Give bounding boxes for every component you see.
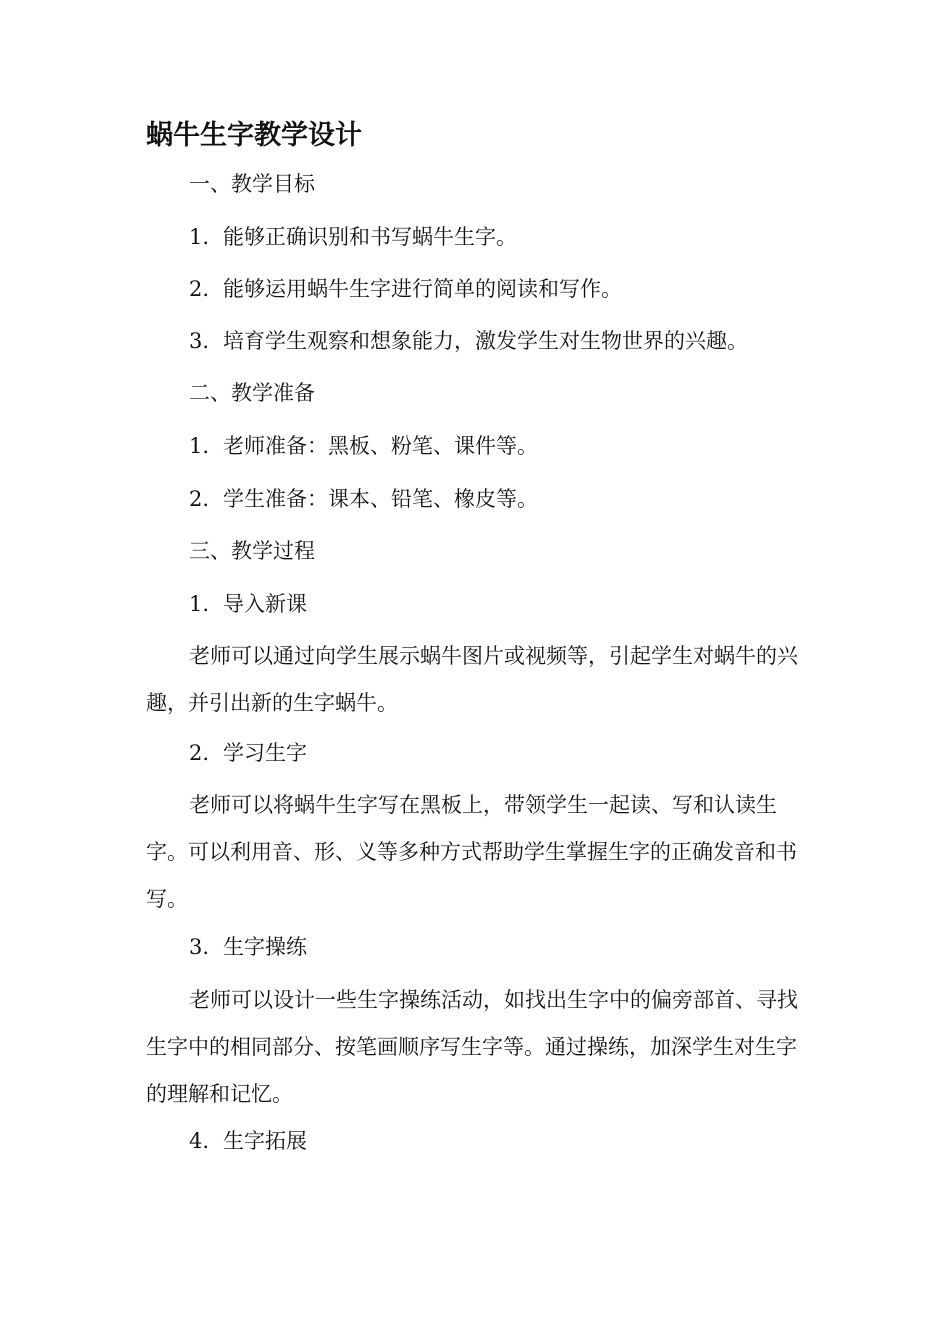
item-text: 能够运用蜗牛生字进行简单的阅读和写作。	[223, 277, 622, 301]
step-number: 2.	[189, 741, 210, 765]
objective-item	[189, 274, 622, 304]
step-label: 生字操练	[223, 935, 307, 959]
item-number: 3.	[189, 329, 210, 353]
step-label: 导入新课	[223, 592, 307, 616]
section-heading-objectives: 一、教学目标	[189, 172, 315, 196]
document-title: 蜗牛生字教学设计	[146, 120, 362, 151]
item-text: 培育学生观察和想象能力，激发学生对生物世界的兴趣。	[223, 329, 748, 353]
item-number: 1.	[189, 434, 210, 458]
process-step-paragraph: 老师可以通过向学生展示蜗牛图片或视频等，引起学生对蜗牛的兴趣，并引出新的生字蜗牛。	[146, 644, 798, 715]
item-number: 2.	[189, 277, 210, 301]
process-step-heading	[189, 932, 307, 962]
process-step-heading	[189, 1126, 307, 1156]
process-step-paragraph: 老师可以将蜗牛生字写在黑板上，带领学生一起读、写和认读生字。可以利用音、形、义等多种方式帮助学生掌握生字的正确发音和书写。	[146, 793, 797, 911]
preparation-item	[189, 484, 538, 514]
item-text: 能够正确识别和书写蜗牛生字。	[223, 225, 517, 249]
process-step-paragraph: 老师可以设计一些生字操练活动，如找出生字中的偏旁部首、寻找生字中的相同部分、按笔画顺序写生字等。通过操练，加深学生对生字的理解和记忆。	[146, 988, 798, 1106]
item-number: 2.	[189, 487, 210, 511]
step-label: 生字拓展	[223, 1129, 307, 1153]
objective-item	[189, 326, 748, 356]
item-number: 1.	[189, 225, 210, 249]
objective-item	[189, 222, 517, 252]
section-heading-process: 三、教学过程	[189, 539, 315, 563]
step-number: 1.	[189, 592, 210, 616]
item-text: 老师准备：黑板、粉笔、课件等。	[223, 434, 538, 458]
process-step-heading	[189, 589, 307, 619]
item-text: 学生准备：课本、铅笔、橡皮等。	[223, 487, 538, 511]
step-label: 学习生字	[223, 741, 307, 765]
step-number: 3.	[189, 935, 210, 959]
process-step-heading	[189, 738, 307, 768]
step-number: 4.	[189, 1129, 210, 1153]
preparation-item	[189, 431, 538, 461]
section-heading-preparation: 二、教学准备	[189, 381, 315, 405]
